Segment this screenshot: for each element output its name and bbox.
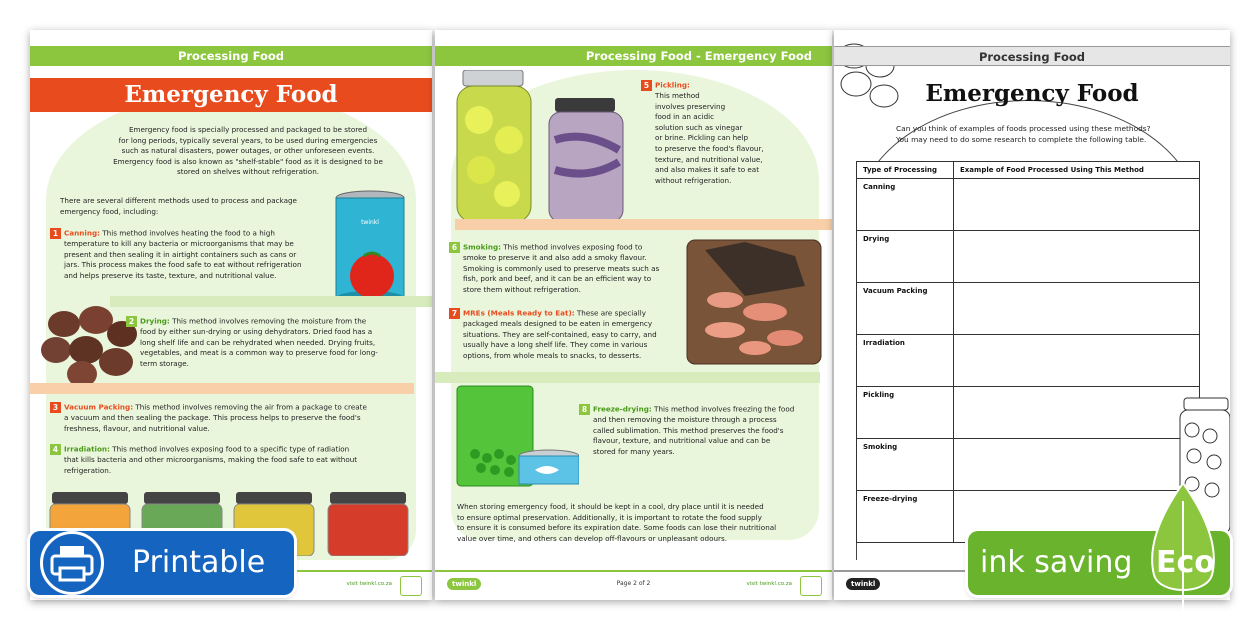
method-pickling: 5 Pickling: This method involves preserving food in an acidic solution such as vinegar or brine. Pickling can help to preserve the food's flavour, texture, and nutritional value, and also makes it safe to eat without refrigeration. [641,80,821,186]
answer-cell[interactable] [954,231,1200,283]
can-label: twinkl [361,219,379,226]
pickle-jars-image [455,70,631,226]
table-row [857,283,1200,335]
processing-type-cell: Freeze-drying [857,491,954,543]
storage-paragraph: When storing emergency food, it should be kept in a cool, dry place until it is needed to ensure optimal preservation. Additionally, it is important to rotate the food supply to ensure it is consumed before its expiration date. Some foods can lose their nutritional value over time, and others can develop off-flavours or unpleasant odours. [457,502,777,543]
quality-badge-icon [400,576,422,596]
printer-icon [43,534,101,592]
quality-badge-icon [800,576,822,596]
method-canning: 1 Canning: This method involves heating the food to a high temperature to kill any bacteria or microorganisms that may be present and then sealing it in airtight containers such as cans or jars. This process makes the food safe to eat without refrigeration and helps preserve its taste, texture, and nutritional value. [50,228,340,281]
frozen-peas-image [455,384,579,494]
answer-cell[interactable] [954,283,1200,335]
instructions: Can you think of examples of foods processed using these methods? You may need to do some research to complete the following table. [896,124,1151,144]
column-header: Type of Processing [857,162,954,179]
worksheet-page-1 [30,30,432,600]
divider-stripe [110,296,432,307]
page-header: Processing Food [834,46,1230,66]
processing-type-cell: Smoking [857,439,954,491]
method-smoking: 6 Smoking: This method involves exposing food to smoke to preserve it and also add a smoky flavour. Smoking is commonly used to preserve meats such as fish, pork and beef, and it can be an efficient way to store them without refrigeration. [449,242,689,295]
printable-badge [30,531,294,595]
answer-cell[interactable] [954,387,1200,439]
processing-type-cell: Irradiation [857,335,954,387]
table-row [857,231,1200,283]
ink-saving-badge [968,531,1230,595]
canned-tomato-image [334,190,406,308]
processing-type-cell: Canning [857,179,954,231]
processing-type-cell: Pickling [857,387,954,439]
methods-intro: There are several different methods used to process and package emergency food, including: [60,196,297,216]
method-irradiation: 4 Irradiation: This method involves exposing food to a specific type of radiation that kills bacteria and other microorganisms, making the food safe to eat without refrigeration. [50,444,420,476]
page-title: Emergency Food [925,80,1139,107]
processing-type-cell: Drying [857,231,954,283]
method-freeze-drying: 8 Freeze-drying: This method involves freezing the food and then removing the moisture through a process called sublimation. This method preserves the food's flavour, texture, and nutritional value and can be stored for many years. [579,404,829,457]
page-title: Emergency Food [30,78,432,112]
worksheet-page-2 [435,30,832,600]
divider-stripe [435,372,820,383]
ink-saving-label: ink saving [980,545,1133,580]
table-row [857,335,1200,387]
table-row [857,387,1200,439]
page-footer [435,570,832,600]
page-number: Page 2 of 2 [616,580,651,587]
column-header: Example of Food Processed Using This Method [954,162,1200,179]
method-drying: 2 Drying: This method involves removing the moisture from the food by either sun-drying or using dehydrators. Dried food has a long shelf life and can be rehydrated when needed. Drying fruits, vegetables, and meat is a common way to preserve food for long- term storage. [126,316,426,369]
dried-fruit-image [36,302,140,390]
divider-stripe [455,219,832,230]
smoked-meat-image [685,230,823,366]
footer-url: visit twinkl.co.za [346,581,392,587]
answer-cell[interactable] [954,179,1200,231]
method-mres: 7 MREs (Meals Ready to Eat): These are specially packaged meals designed to be eaten in emergency situations. They are self-contained, easy to carry, and usually have a long shelf life. They come in various options, from whole meals to snacks, to desserts. [449,308,689,361]
eco-label: Eco [1156,545,1215,580]
processing-type-cell: Vacuum Packing [857,283,954,335]
twinkl-logo: twinkl [447,578,481,590]
intro-paragraph: Emergency food is specially processed and packaged to be stored for long periods, typically several years, to be used during emergencies such as natural disasters, power outages, or other unforeseen events. Emergency food is also known as "shelf-stable" food as it is designed to be stored on shelves without refrigeration. [113,125,383,177]
footer-url: visit twinkl.co.za [746,581,792,587]
twinkl-logo: twinkl [846,578,880,590]
page-header: Processing Food - Emergency Food [435,46,832,66]
table-row [857,179,1200,231]
table-header-row [857,162,1200,179]
printer-icon-circle [40,531,104,595]
divider-stripe [30,383,414,394]
printable-label: Printable [132,545,266,580]
method-vacuum-packing: 3 Vacuum Packing: This method involves removing the air from a package to create a vacuum and then sealing the package. This process helps to preserve the food's freshness, flavour, and nutritional value. [50,402,420,434]
answer-cell[interactable] [954,335,1200,387]
page-header: Processing Food [30,46,432,66]
